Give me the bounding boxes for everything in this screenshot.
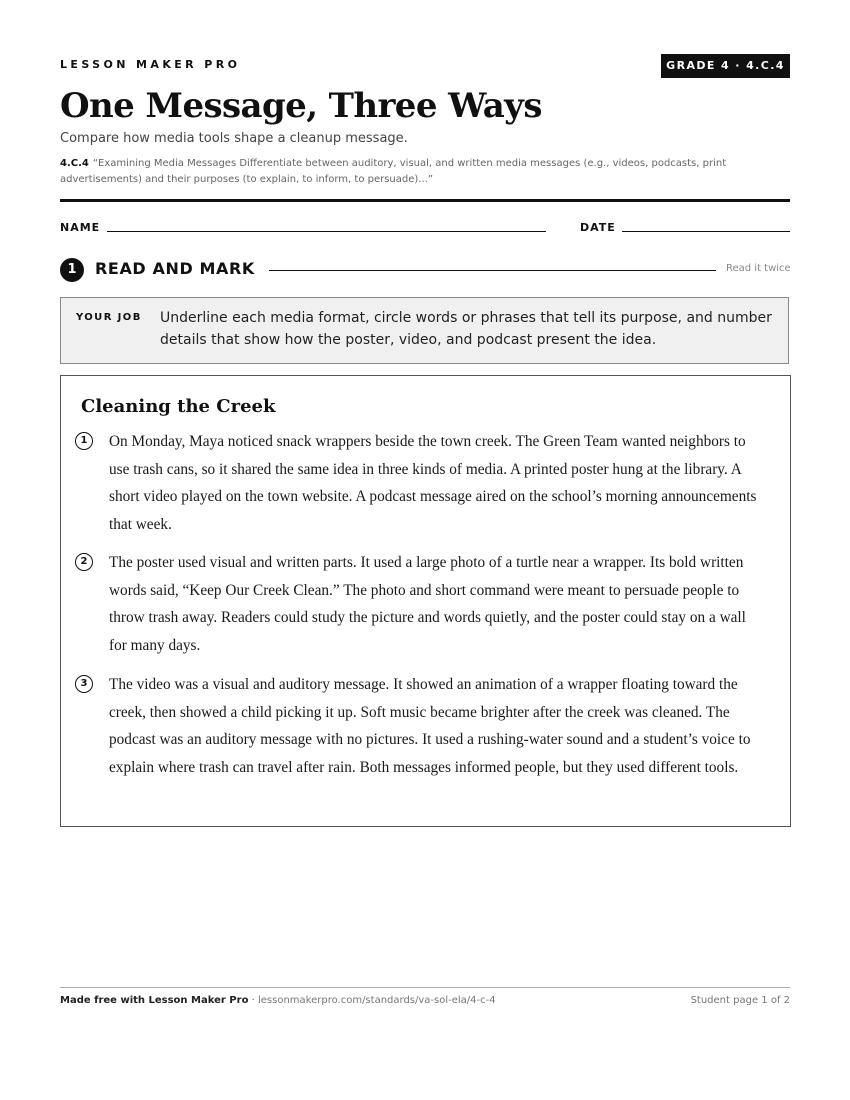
header-divider	[60, 199, 790, 202]
section-number-badge: 1	[60, 258, 84, 282]
paragraph-number-badge: 2	[75, 553, 93, 571]
footer-url[interactable]: · lessonmakerpro.com/standards/va-sol-ela/4-c-4	[248, 995, 496, 1006]
your-job-label: YOUR JOB	[76, 312, 142, 323]
date-line[interactable]	[622, 231, 790, 232]
section-title: READ AND MARK	[95, 259, 255, 278]
paragraph-text: On Monday, Maya noticed snack wrappers beside the town creek. The Green Team wanted neighbors to use trash cans, so it shared the same idea in three kinds of media. A printed poster hung at the library. A short video played on the town website. A podcast message aired on the school’s morning announcements that week.	[109, 433, 757, 533]
footer-page-number: Student page 1 of 2	[690, 995, 790, 1006]
standard-code: 4.C.4	[60, 158, 89, 169]
standard-text: “Examining Media Messages Differentiate between auditory, visual, and written media messages (e.g., videos, podcasts, print advertisements) and their purposes (to explain, to inform, to persuade)...”	[60, 158, 727, 185]
your-job-instructions: Underline each media format, circle words or phrases that tell its purpose, and number details that show how the poster, video, and podcast present the idea.	[160, 310, 772, 348]
grade-badge: GRADE 4 · 4.C.4	[661, 54, 790, 78]
paragraph-number-badge: 1	[75, 432, 93, 450]
footer-divider	[60, 987, 790, 988]
name-label: NAME	[60, 221, 101, 234]
page-title: One Message, Three Ways	[60, 86, 542, 126]
paragraph-text: The video was a visual and auditory message. It showed an animation of a wrapper floating toward the creek, then showed a child picking it up. Soft music became brighter after the creek was cleaned. The podcast was an auditory message with no pictures. It used a rushing-water sound and a student’s voice to explain where trash can travel after rain. Both messages informed people, but they used different tools.	[109, 676, 751, 776]
paragraph-text: The poster used visual and written parts. It used a large photo of a turtle near a wrapper. Its bold written words said, “Keep Our Creek Clean.” The photo and short command were meant to persuade people to throw trash away. Readers could study the picture and words quietly, and the poster could stay on a wall for many days.	[109, 554, 746, 654]
story-title: Cleaning the Creek	[81, 396, 276, 417]
your-job-box	[60, 297, 789, 364]
standard-description	[60, 156, 760, 188]
section-divider	[269, 270, 716, 271]
name-line[interactable]	[107, 231, 546, 232]
subtitle: Compare how media tools shape a cleanup message.	[60, 131, 408, 146]
section-note: Read it twice	[726, 263, 791, 274]
brand: LESSON MAKER PRO	[60, 58, 241, 71]
paragraph-number-badge: 3	[75, 675, 93, 693]
footer-credit	[60, 995, 496, 1006]
story-box	[60, 375, 791, 827]
date-label: DATE	[580, 221, 616, 234]
footer-made-with: Made free with Lesson Maker Pro	[60, 995, 249, 1006]
